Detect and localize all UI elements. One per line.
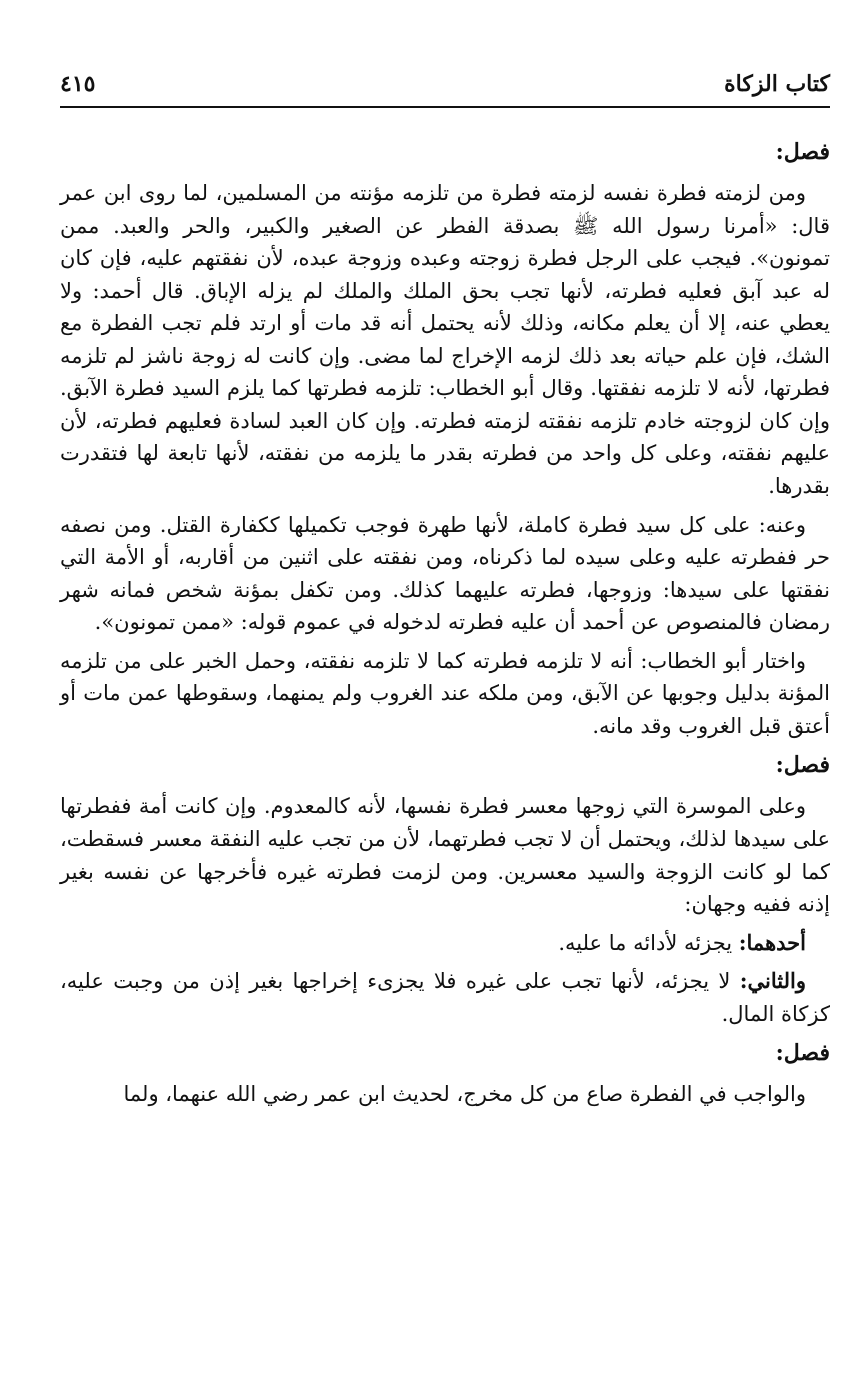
paragraph: وعنه: على كل سيد فطرة كاملة، لأنها طهرة فوجب تكميلها ككفارة القتل. ومن نصفه حر ففطرته عليه وعلى سيده لما ذكرناه، ومن نفقته على اثنين من أقاربه، أو الأمة التي نفقتها على سيدها: وزوجها، فطرته عليهما كذلك. ومن تكفل بمؤنة شخص فمانه شهر رمضان فالمنصوص عن أحمد أن عليه فطرته لدخوله في عموم قوله: «ممن تمونون». [60,512,830,635]
section-heading-3: فصل: [775,1040,830,1067]
first-view-label: أحدهما: [738,929,806,955]
paragraph: ومن لزمته فطرة نفسه لزمته فطرة من تلزمه مؤنته من المسلمين، لما روى ابن عمر قال: «أمرنا رسول الله ﷺ بصدقة الفطر عن الصغير والكبير، والحر والعبد. ممن تمونون». فيجب على الرجل فطرة زوجته وعبده وزوجة عبده، لأن نفقتهم عليه، فإن كان له عبد آبق فعليه فطرته، لأنها تجب بحق الملك والملك لم يزله الإباق. قال أحمد: ولا يعطي عنه، إلا أن يعلم مكانه، وذلك لأنه يحتمل أنه قد مات أو ارتد فلم تجب الفطرة مع الشك، فإن علم حياته بعد ذلك لزمه الإخراج لما مضى. وإن كانت له زوجة ناشز لم تلزمه فطرتها، لأنه لا تلزمه نفقتها. وقال أبو الخطاب: تلزمه فطرتها كما يلزم السيد فطرة الآبق. وإن كان لزوجته خادم تلزمه نفقته لزمته فطرته. وإن كان العبد لسادة فعليهم فطرته، لأن عليهم نفقته، وعلى كل واحد من فطرته بقدر ما يلزمه من نفقته، لأنها تابعة لها فتقدرت بقدرها. [60,181,830,499]
second-view-label: والثاني: [739,968,806,994]
page-number: ٤١٥ [60,71,96,97]
page-header [60,62,830,108]
first-view-text: يجزئه لأدائه ما عليه. [558,930,739,955]
running-title: كتاب الزكاة [724,71,830,97]
section-heading-2: فصل: [775,752,830,779]
paragraph: وعلى الموسرة التي زوجها معسر فطرة نفسها، لأنه كالمعدوم. وإن كانت أمة ففطرتها على سيدها لذلك، ويحتمل أن لا تجب فطرتهما، لأن من تجب عليه النفقة معسر فسقطت، كما لو كانت الزوجة والسيد معسرين. ومن لزمت فطرته غيره فأخرجها عن نفسه بغير إذنه ففيه وجهان: [60,794,830,917]
page-body [60,135,830,1117]
paragraph: والواجب في الفطرة صاع من كل مخرج، لحديث ابن عمر رضي الله عنهما، ولما [123,1082,806,1107]
second-view-text: لا يجزئه، لأنها تجب على غيره فلا يجزىء إخراجها بغير إذن من وجبت عليه، كزكاة المال. [60,969,830,1026]
paragraph-first-view [60,927,830,960]
paragraph: واختار أبو الخطاب: أنه لا تلزمه فطرته كما لا تلزمه نفقته، وحمل الخبر على من تلزمه المؤنة بدليل وجوبها عن الآبق، ومن ملكه عند الغروب ولم يمنهما، وسقوطها عمن مات أو أعتق قبل الغروب وقد مانه. [60,648,830,738]
paragraph-second-view [60,965,830,1030]
section-heading-1: فصل: [775,139,830,165]
